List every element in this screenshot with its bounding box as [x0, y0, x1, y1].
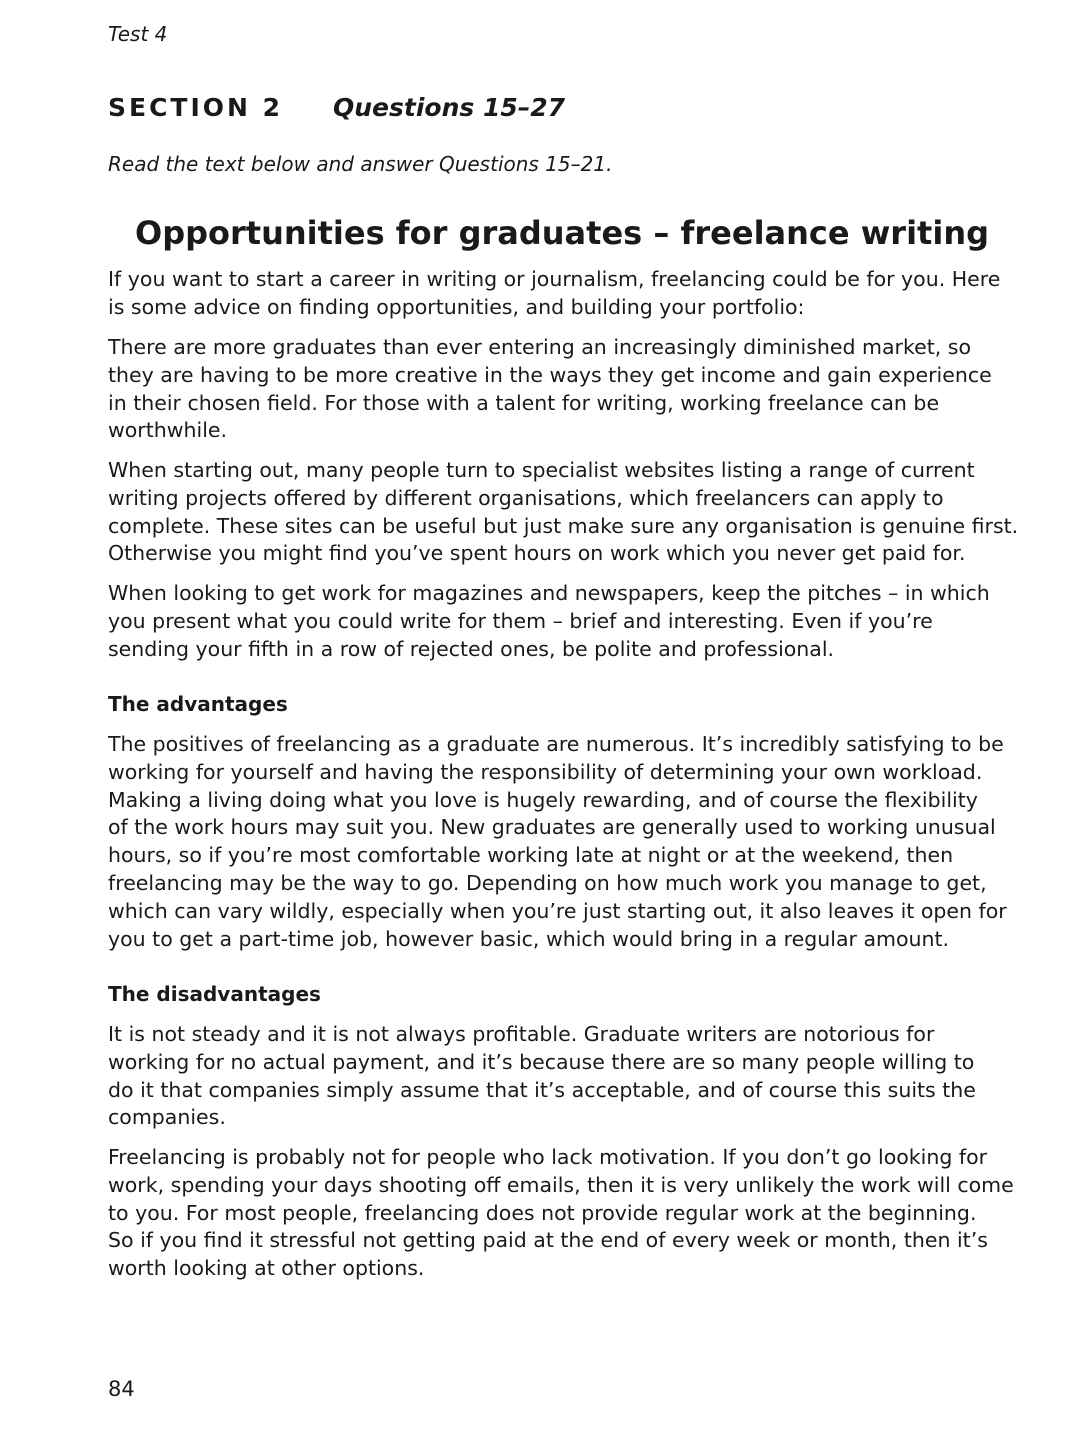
text-line: of the work hours may suit you. New graduates are generally used to working unusual [108, 815, 996, 840]
text-line: working for no actual payment, and it’s because there are so many people willing to [108, 1049, 975, 1074]
text-line: When starting out, many people turn to specialist websites listing a range of current [108, 458, 975, 482]
text-line: to you. For most people, freelancing does not provide regular work at the beginning. [108, 1200, 977, 1225]
text-line: hours, so if you’re most comfortable working late at night or at the weekend, then [108, 843, 954, 868]
paragraph [108, 334, 1038, 445]
paragraph [108, 580, 1038, 663]
text-line: Freelancing is probably not for people who lack motivation. If you don’t go looking for [108, 1145, 988, 1169]
text-line: complete. These sites can be useful but just make sure any organisation is genuine first. [108, 513, 1019, 538]
page-number: 84 [108, 1377, 135, 1401]
text-line: in their chosen field. For those with a talent for writing, working freelance can be [108, 390, 940, 415]
text-line: working for yourself and having the responsibility of determining your own workload. [108, 759, 983, 784]
text-line: So if you find it stressful not getting paid at the end of every week or month, then it’s [108, 1228, 988, 1253]
text-line: is some advice on finding opportunities, and building your portfolio: [108, 294, 805, 319]
text-line: The advantages [108, 692, 288, 716]
text-line: If you want to start a career in writing or journalism, freelancing could be for you. Here [108, 267, 1001, 291]
paragraph [108, 457, 1038, 568]
text-line: they are having to be more creative in the ways they get income and gain experience [108, 362, 992, 387]
text-line: which can vary wildly, especially when you’re just starting out, it also leaves it open for [108, 898, 1007, 923]
paragraph [108, 1144, 1038, 1283]
text-line: do it that companies simply assume that it’s acceptable, and of course this suits the [108, 1077, 976, 1102]
paragraph [108, 1021, 1038, 1132]
text-line: writing projects offered by different organisations, which freelancers can apply to [108, 485, 944, 510]
text-line: worthwhile. [108, 418, 228, 443]
text-line: work, spending your days shooting off emails, then it is very unlikely the work will come [108, 1172, 1014, 1197]
paragraph [108, 731, 1038, 953]
text-line: you to get a part-time job, however basic, which would bring in a regular amount. [108, 926, 950, 951]
text-line: The disadvantages [108, 982, 321, 1006]
text-line: There are more graduates than ever entering an increasingly diminished market, so [108, 335, 972, 359]
section-label: SECTION 2 [108, 93, 284, 122]
text-line: worth looking at other options. [108, 1256, 425, 1281]
text-line: Making a living doing what you love is hugely rewarding, and of course the flexibility [108, 787, 978, 812]
subheading [108, 981, 1038, 1009]
text-line: sending your fifth in a row of rejected ones, be polite and professional. [108, 636, 835, 661]
text-line: The positives of freelancing as a graduate are numerous. It’s incredibly satisfying to be [108, 732, 1004, 756]
text-line: you present what you could write for them – brief and interesting. Even if you’re [108, 608, 933, 633]
text-line: Otherwise you might find you’ve spent hours on work which you never get paid for. [108, 541, 966, 566]
paragraph [108, 266, 1038, 322]
text-line: It is not steady and it is not always profitable. Graduate writers are notorious for [108, 1022, 935, 1046]
text-line: companies. [108, 1105, 226, 1130]
article-title: Opportunities for graduates – freelance writing [134, 214, 989, 252]
instruction-text: Read the text below and answer Questions 15–21. [108, 152, 613, 176]
subheading [108, 691, 1038, 719]
text-line: When looking to get work for magazines and newspapers, keep the pitches – in which [108, 581, 990, 605]
questions-range: Questions 15–27 [333, 93, 566, 122]
text-line: freelancing may be the way to go. Depending on how much work you manage to get, [108, 870, 987, 895]
running-header: Test 4 [108, 22, 168, 46]
